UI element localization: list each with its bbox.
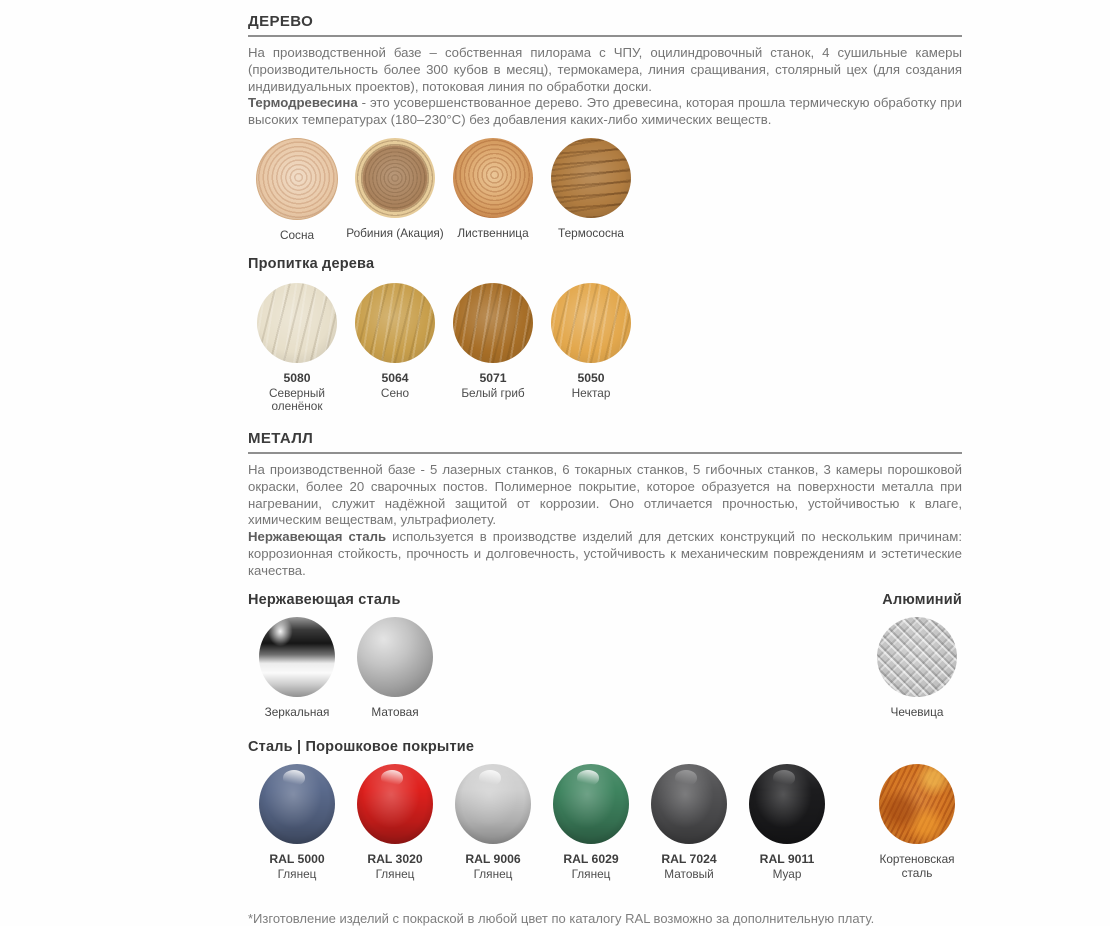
ral-9011-swatch [749,764,825,844]
thermowood-term: Термодревесина [248,95,358,111]
ral-9011-label [739,853,835,881]
checker-plate-swatch [877,617,957,697]
impregnation-item [542,283,640,414]
impregnation-name: Сено [380,385,410,400]
impregnation-name: Белый гриб [461,385,525,400]
wood-intro-paragraph [248,45,962,95]
ral-7024-swatch [651,764,727,844]
thermopine-swatch [551,138,631,218]
thermowood-paragraph [248,95,962,129]
thermopine-label: Термососна [558,225,624,240]
ral-code: RAL 9011 [759,852,815,867]
aluminum-title: Алюминий [882,591,962,608]
larch-swatch [453,138,533,218]
ral-code: RAL 5000 [269,852,325,867]
wood-species-item [248,138,346,243]
impregnation-name: Нектар [571,385,611,400]
impregnation-title: Пропитка дерева [248,256,375,273]
powder-coating-title: Сталь | Порошковое покрытие [248,739,475,756]
robinia-label: Робиния (Акация) [346,225,444,240]
powder-item [738,764,836,881]
wood-species-item [346,138,444,243]
stainless-paragraph [248,529,962,579]
impregnation-5080-swatch [257,283,337,363]
ral-3020-swatch [357,764,433,844]
impregnation-row [248,283,962,414]
ral-finish: Муар [772,866,802,881]
stainless-item [346,617,444,720]
metal-intro-text: На производственной базе - 5 лазерных станков, 6 токарных станков, 5 гибочных станков, 3 камеры порошковой окраски, более 20 сварочных постов. Полимерное покрытие, которое образуется на поверхности металла при нагревании, служит надёжной защитой от коррозии. Оно отличается прочностью, устойчивостью к влаге, химическим веществам, ультрафиолету. [248,461,962,528]
ral-9006-label [445,853,541,881]
pine-label: Сосна [279,227,315,242]
ral-code: RAL 7024 [661,852,717,867]
powder-item [640,764,738,881]
metal-section-title: МЕТАЛЛ [248,429,314,447]
impregnation-5080-label [249,372,345,414]
thermowood-desc: - это усовершенствованное дерево. Это древесина, которая прошла термическую обработку при высоких температурах (180–230°С) без добавления каких-либо химических веществ. [248,95,962,128]
impregnation-code: 5050 [577,371,605,386]
stainless-term: Нержавеющая сталь [248,529,387,545]
impregnation-5064-swatch [355,283,435,363]
wood-species-row [248,138,962,243]
ral-finish: Глянец [571,866,611,881]
metal-intro-paragraph [248,462,962,529]
ral-6029-label [543,853,639,881]
ral-7024-label [641,853,737,881]
matte-steel-swatch [357,617,433,697]
stainless-steel-title: Нержавеющая сталь [248,591,401,608]
impregnation-code: 5071 [479,371,507,386]
checker-plate-label: Чечевица [890,704,944,719]
corten-steel-label: Кортеновская сталь [879,852,955,880]
impregnation-5064-label [347,372,443,400]
powder-row [248,764,962,881]
wood-species-item [542,138,640,243]
wood-species-item [444,138,542,243]
impregnation-5071-swatch [453,283,533,363]
impregnation-5050-swatch [551,283,631,363]
powder-item [542,764,640,881]
powder-item [444,764,542,881]
ral-finish: Глянец [277,866,317,881]
powder-item [346,764,444,881]
steel-headers-row [248,592,962,608]
ral-5000-label [249,853,345,881]
mirror-steel-label: Зеркальная [264,704,330,719]
larch-label: Лиственница [457,225,529,240]
page-content [248,13,962,926]
stainless-desc: используется в производстве изделий для детских конструкций по нескольким причинам: коррозионная стойкость, прочность и долговечность, устойчивость к механическим повреждениям и эстетические качества. [248,529,962,578]
ral-finish: Матовый [664,866,714,881]
impregnation-5050-label [543,372,639,400]
pine-swatch [256,138,338,220]
wood-intro-text: На производственной базе – собственная пилорама с ЧПУ, оцилиндровочный станок, 4 сушильные камеры (производительность более 300 кубов в месяц), термокамера, линия сращивания, столярный цех (для создания индивидуальных проектов), потоковая линия по обработки доски. [248,45,962,94]
footer-note: *Изготовление изделий с покраской в любой цвет по каталогу RAL возможно за дополнительную плату. [248,911,875,926]
ral-code: RAL 6029 [563,852,619,867]
aluminum-item [872,617,962,720]
powder-item [248,764,346,881]
matte-steel-label: Матовая [371,704,419,719]
corten-item [872,764,962,881]
ral-9006-swatch [455,764,531,844]
wood-section-divider [248,35,962,37]
ral-3020-label [347,853,443,881]
ral-5000-swatch [259,764,335,844]
ral-code: RAL 9006 [465,852,521,867]
impregnation-5071-label [445,372,541,400]
robinia-swatch [355,138,435,218]
ral-6029-swatch [553,764,629,844]
ral-code: RAL 3020 [367,852,423,867]
mirror-steel-swatch [259,617,335,697]
metal-section [248,430,962,881]
impregnation-code: 5080 [283,371,311,386]
stainless-row [248,617,962,720]
wood-section-title: ДЕРЕВО [248,13,314,30]
impregnation-item [248,283,346,414]
impregnation-item [444,283,542,414]
ral-finish: Глянец [375,866,415,881]
wood-section [248,13,962,414]
impregnation-name: Северный оленёнок [269,385,325,414]
metal-section-divider [248,452,962,454]
impregnation-item [346,283,444,414]
stainless-item [248,617,346,720]
impregnation-code: 5064 [381,371,409,386]
ral-finish: Глянец [473,866,513,881]
corten-steel-swatch [879,764,955,844]
